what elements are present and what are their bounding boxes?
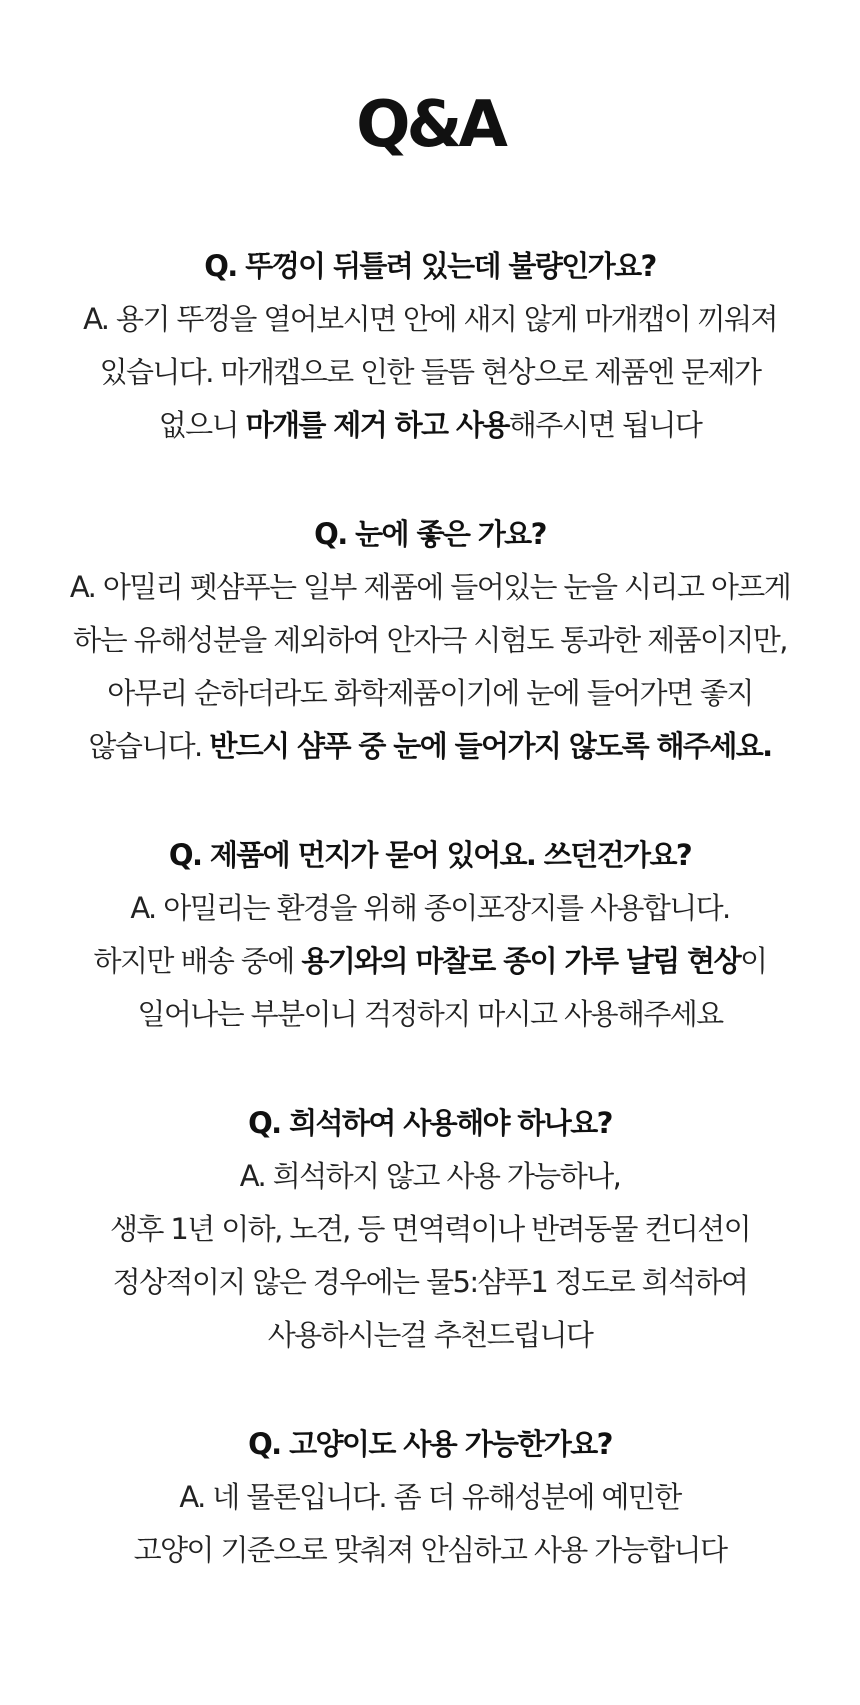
qa-list <box>0 240 860 1577</box>
qa-answer-line <box>0 399 860 452</box>
qa-item <box>0 240 860 452</box>
qa-answer-text: A. 용기 뚜껑을 열어보시면 안에 새지 않게 마개캡이 끼워져 <box>83 302 777 336</box>
qa-answer-text: 하지만 배송 중에 <box>93 944 302 978</box>
qa-answer-text: 일어나는 부분이니 걱정하지 마시고 사용해주세요 <box>137 997 723 1031</box>
qa-question: Q. 뚜껑이 뒤틀려 있는데 불량인가요? <box>204 249 656 283</box>
page-title: Q&A <box>356 88 504 162</box>
qa-answer-line <box>0 561 860 614</box>
qa-question: Q. 제품에 먼지가 묻어 있어요. 쓰던건가요? <box>168 838 692 872</box>
qa-answer-line <box>0 882 860 935</box>
qa-answer-line <box>0 614 860 667</box>
qa-answer-line <box>0 346 860 399</box>
qa-item <box>0 829 860 1041</box>
qa-answer-line <box>0 988 860 1041</box>
qa-item <box>0 508 860 773</box>
qa-answer-line <box>0 1150 860 1203</box>
qa-answer-text: 고양이 기준으로 맞춰져 안심하고 사용 가능합니다 <box>133 1533 727 1567</box>
qa-answer-line <box>0 720 860 773</box>
qa-answer-text: A. 아밀리 펫샴푸는 일부 제품에 들어있는 눈을 시리고 아프게 <box>69 570 791 604</box>
qa-answer-text: A. 아밀리는 환경을 위해 종이포장지를 사용합니다. <box>130 891 730 925</box>
qa-answer-text: 사용하시는걸 추천드립니다 <box>267 1318 593 1352</box>
qa-answer-line <box>0 667 860 720</box>
qa-answer-line <box>0 293 860 346</box>
qa-item <box>0 1418 860 1577</box>
qa-answer-text: 없으니 <box>158 408 246 442</box>
qa-answer-text: 정상적이지 않은 경우에는 물5:샴푸1 정도로 희석하여 <box>112 1265 748 1299</box>
qa-answer-line <box>0 1203 860 1256</box>
qa-answer-line <box>0 935 860 988</box>
qa-answer-emphasis: 반드시 샴푸 중 눈에 들어가지 않도록 해주세요. <box>209 729 772 763</box>
qa-answer-text: 하는 유해성분을 제외하여 안자극 시험도 통과한 제품이지만, <box>73 623 787 657</box>
qa-answer-emphasis: 용기와의 마찰로 종이 가루 날림 현상 <box>301 944 741 978</box>
qa-question: Q. 희석하여 사용해야 하나요? <box>248 1106 612 1140</box>
qa-answer-text: 아무리 순하더라도 화학제품이기에 눈에 들어가면 좋지 <box>107 676 753 710</box>
qa-answer-text: 생후 1년 이하, 노견, 등 면역력이나 반려동물 컨디션이 <box>109 1212 751 1246</box>
qa-question: Q. 눈에 좋은 가요? <box>314 517 546 551</box>
qa-answer-text: 않습니다. <box>88 729 210 763</box>
qa-answer-text: 이 <box>740 944 767 978</box>
qa-question: Q. 고양이도 사용 가능한가요? <box>248 1427 612 1461</box>
qa-answer-text: 있습니다. 마개캡으로 인한 들뜸 현상으로 제품엔 문제가 <box>99 355 761 389</box>
qa-answer-line <box>0 1256 860 1309</box>
qa-answer-line <box>0 1309 860 1362</box>
qa-answer-text: A. 네 물론입니다. 좀 더 유해성분에 예민한 <box>179 1480 681 1514</box>
qa-item <box>0 1097 860 1362</box>
qa-answer-text: 해주시면 됩니다 <box>508 408 702 442</box>
qa-answer-line <box>0 1471 860 1524</box>
qa-answer-text: A. 희석하지 않고 사용 가능하나, <box>239 1159 621 1193</box>
qa-answer-line <box>0 1524 860 1577</box>
qa-answer-emphasis: 마개를 제거 하고 사용 <box>245 408 509 442</box>
